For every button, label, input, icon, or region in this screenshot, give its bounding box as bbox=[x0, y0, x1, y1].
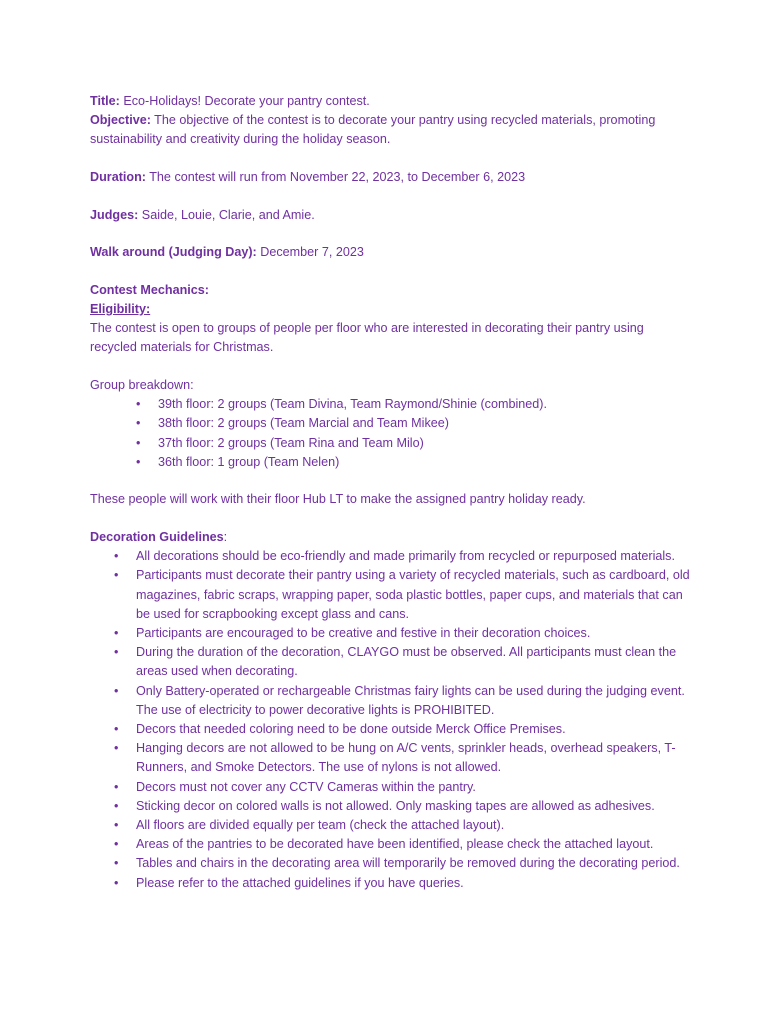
list-item bbox=[114, 797, 690, 816]
bullet-icon: • bbox=[114, 626, 119, 640]
guideline-text: Participants must decorate their pantry using a variety of recycled materials, such as cardboard, old magazines, fabric scraps, wrapping paper, soda plastic bottles, paper cups, and materials that can be used for scrapbooking except glass and cans. bbox=[136, 568, 690, 621]
list-item bbox=[114, 854, 690, 873]
walk-around-text: December 7, 2023 bbox=[256, 245, 364, 260]
spacer bbox=[90, 150, 690, 168]
guideline-text: Decors that needed coloring need to be done outside Merck Office Premises. bbox=[136, 722, 566, 737]
list-item bbox=[114, 778, 690, 797]
guideline-text: All decorations should be eco-friendly and made primarily from recycled or repurposed materials. bbox=[136, 549, 675, 564]
list-item bbox=[114, 547, 690, 566]
spacer bbox=[90, 187, 690, 205]
group-text: 36th floor: 1 group (Team Nelen) bbox=[158, 454, 340, 469]
group-list bbox=[90, 395, 690, 472]
judges-label: Judges: bbox=[90, 207, 139, 222]
judges-text: Saide, Louie, Clarie, and Amie. bbox=[138, 207, 315, 222]
bullet-icon: • bbox=[114, 779, 119, 794]
group-text: 37th floor: 2 groups (Team Rina and Team Milo) bbox=[158, 435, 424, 450]
bullet-icon: • bbox=[114, 683, 119, 698]
decoration-guidelines-heading-line bbox=[90, 528, 690, 547]
group-text: 39th floor: 2 groups (Team Divina, Team Raymond/Shinie (combined). bbox=[158, 397, 547, 412]
contest-mechanics-heading: Contest Mechanics: bbox=[90, 282, 209, 297]
list-item bbox=[136, 414, 690, 433]
guideline-text: Participants are encouraged to be creative and festive in their decoration choices. bbox=[136, 626, 591, 640]
bullet-icon: • bbox=[114, 818, 119, 833]
bullet-icon: • bbox=[136, 435, 141, 450]
guideline-text: During the duration of the decoration, CLAYGO must be observed. All participants must clean the areas used when decorating. bbox=[136, 645, 677, 679]
guideline-text: Tables and chairs in the decorating area will temporarily be removed during the decorating period. bbox=[136, 856, 680, 871]
bullet-icon: • bbox=[114, 798, 119, 813]
decoration-guidelines-heading: Decoration Guidelines bbox=[90, 529, 224, 544]
list-item bbox=[136, 453, 690, 472]
guideline-text: Decors must not cover any CCTV Cameras within the pantry. bbox=[136, 779, 476, 794]
bullet-icon: • bbox=[114, 837, 119, 852]
bullet-icon: • bbox=[114, 856, 119, 871]
title-line bbox=[90, 92, 690, 111]
bullet-icon: • bbox=[114, 875, 119, 890]
eligibility-heading: Eligibility: bbox=[90, 301, 151, 316]
spacer bbox=[90, 225, 690, 243]
objective-label: Objective: bbox=[90, 113, 151, 128]
bullet-icon: • bbox=[114, 568, 119, 583]
heading-colon: : bbox=[223, 529, 228, 544]
spacer bbox=[90, 262, 690, 280]
guideline-text: Sticking decor on colored walls is not allowed. Only masking tapes are allowed as adhesives. bbox=[136, 798, 655, 813]
group-breakdown-label: Group breakdown: bbox=[90, 377, 194, 392]
list-item bbox=[136, 395, 690, 414]
list-item bbox=[114, 874, 690, 893]
eligibility-text: The contest is open to groups of people per floor who are interested in decorating their pantry using recycled materials for Christmas. bbox=[90, 321, 644, 355]
list-item bbox=[114, 739, 690, 777]
guidelines-list bbox=[90, 547, 690, 893]
bullet-icon: • bbox=[136, 416, 141, 431]
objective-text: The objective of the contest is to decorate your pantry using recycled materials, promoting sustainability and creativity during the holiday season. bbox=[90, 113, 656, 147]
list-item bbox=[114, 682, 690, 720]
duration-label: Duration: bbox=[90, 170, 146, 184]
title-label: Title: bbox=[90, 94, 120, 108]
list-item bbox=[114, 816, 690, 835]
list-item bbox=[114, 624, 690, 643]
guideline-text: Hanging decors are not allowed to be hung on A/C vents, sprinkler heads, overhead speakers, T-Runners, and Smoke Detectors. The use of nylons is not allowed. bbox=[136, 741, 676, 775]
objective-line bbox=[90, 111, 690, 149]
duration-text: The contest will run from November 22, 2023, to December 6, 2023 bbox=[145, 170, 526, 184]
walk-around-label: Walk around (Judging Day): bbox=[90, 245, 257, 260]
guideline-text: Please refer to the attached guidelines if you have queries. bbox=[136, 875, 464, 890]
list-item bbox=[136, 434, 690, 453]
list-item bbox=[114, 720, 690, 739]
guideline-text: All floors are divided equally per team (check the attached layout). bbox=[136, 818, 505, 833]
bullet-icon: • bbox=[114, 645, 119, 660]
spacer bbox=[90, 510, 690, 528]
judges-line bbox=[90, 206, 690, 225]
document-page bbox=[90, 92, 690, 893]
walk-around-line bbox=[90, 243, 690, 262]
list-item bbox=[114, 566, 690, 624]
hub-note: These people will work with their floor Hub LT to make the assigned pantry holiday ready. bbox=[90, 492, 586, 507]
list-item bbox=[114, 835, 690, 854]
bullet-icon: • bbox=[136, 454, 141, 469]
spacer bbox=[90, 472, 690, 490]
guideline-text: Only Battery-operated or rechargeable Christmas fairy lights can be used during the judging event. The use of electricity to power decorative lights is PROHIBITED. bbox=[136, 683, 685, 717]
bullet-icon: • bbox=[114, 722, 119, 737]
spacer bbox=[90, 358, 690, 376]
group-text: 38th floor: 2 groups (Team Marcial and Team Mikee) bbox=[158, 416, 449, 431]
duration-line bbox=[90, 168, 690, 187]
bullet-icon: • bbox=[114, 549, 119, 564]
bullet-icon: • bbox=[114, 741, 119, 756]
title-text: Eco-Holidays! Decorate your pantry contest. bbox=[119, 94, 370, 108]
bullet-icon: • bbox=[136, 397, 141, 412]
list-item bbox=[114, 643, 690, 681]
guideline-text: Areas of the pantries to be decorated have been identified, please check the attached layout. bbox=[136, 837, 654, 852]
